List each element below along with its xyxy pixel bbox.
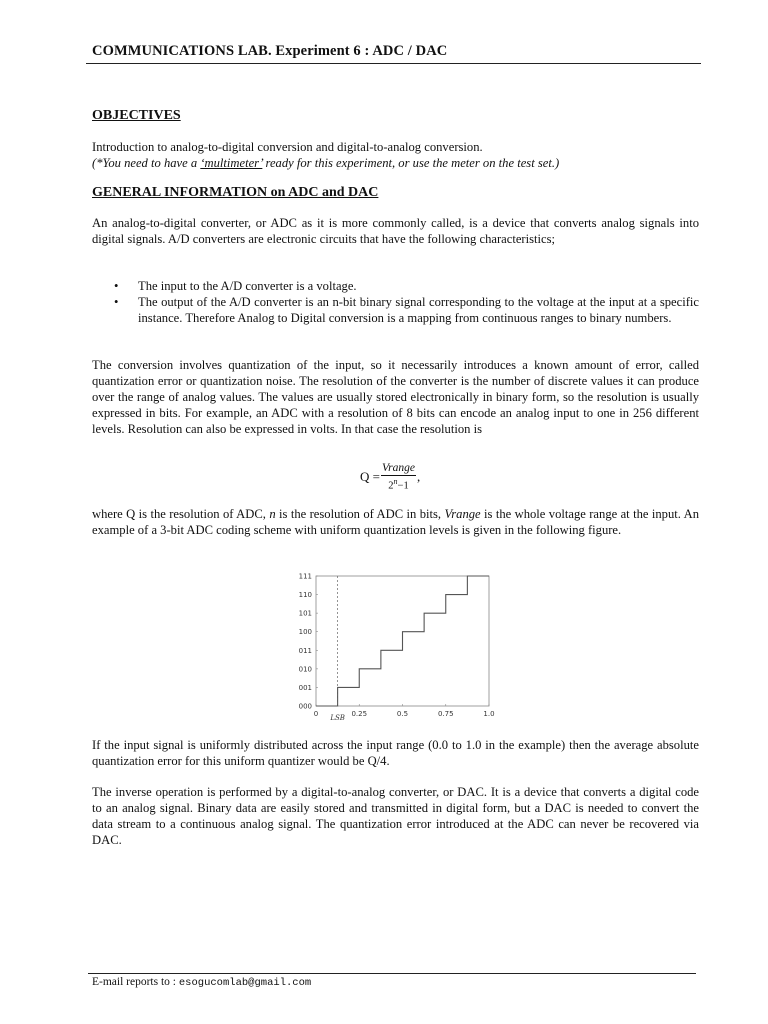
y-tick-label: 111 xyxy=(298,572,312,581)
para3-part-b: is the resolution of ADC in bits, xyxy=(275,507,445,521)
objectives-note xyxy=(92,155,699,171)
header-divider xyxy=(86,63,701,64)
para3-part-c: is the whole voltage range at the input. An example of a 3-bit ADC coding scheme with uniform quantization levels is given in the following figure. xyxy=(92,507,699,537)
x-tick-label: 0.25 xyxy=(351,710,368,718)
x-tick-label: 1.0 xyxy=(483,710,495,718)
x-tick-label: 0.5 xyxy=(396,710,409,718)
formula-denominator-base: 2 xyxy=(388,480,394,492)
formula-denominator-exp: n xyxy=(393,477,398,486)
y-tick-label: 100 xyxy=(298,628,312,637)
formula-trail: , xyxy=(417,469,421,485)
para3-vrange: Vrange xyxy=(444,507,481,521)
para3-part-a: where Q is the resolution of ADC, xyxy=(92,507,270,521)
quantization-staircase xyxy=(316,576,489,706)
note-underlined: ‘multimeter’ xyxy=(200,156,263,170)
y-tick-label: 001 xyxy=(298,683,312,692)
x-tick-label-lsb: LSB xyxy=(330,714,345,722)
note-suffix: ready for this experiment, or use the meter on the test set.) xyxy=(262,156,560,170)
footer-email: esogucomlab@gmail.com xyxy=(178,977,312,989)
list-item: • The input to the A/D converter is a voltage. xyxy=(92,278,699,294)
general-heading: GENERAL INFORMATION on ADC and DAC xyxy=(92,185,379,200)
general-para-3 xyxy=(92,506,699,538)
general-para-5: The inverse operation is performed by a digital-to-analog converter, or DAC. It is a device that converts a digital code to an analog signal. Binary data are easily stored and transmitted in digital form, but a DAC is needed to convert the data stream to a continuous analog signal. The quantization error introduced at the ADC can never be recovered via DAC. xyxy=(92,785,699,847)
y-tick-label: 101 xyxy=(298,609,312,618)
adc-quantization-chart xyxy=(285,566,495,724)
x-tick-label: 0.75 xyxy=(437,710,454,718)
y-tick-label: 110 xyxy=(298,591,312,600)
formula-denominator xyxy=(388,476,408,493)
y-tick-label: 000 xyxy=(298,702,312,711)
y-tick-label: 011 xyxy=(298,646,312,655)
general-para-1: An analog-to-digital converter, or ADC as it is more commonly called, is a device that converts analog signals into digital signals. A/D converters are electronic circuits that have the following characteristics; xyxy=(92,216,699,246)
page-header-title: COMMUNICATIONS LAB. Experiment 6 : ADC / DAC xyxy=(92,43,448,59)
resolution-formula xyxy=(360,462,420,493)
footer-divider xyxy=(88,973,696,974)
formula-fraction xyxy=(381,462,416,493)
para3-n: n xyxy=(269,507,276,521)
objectives-heading: OBJECTIVES xyxy=(92,108,181,123)
formula-lhs: Q = xyxy=(360,469,380,485)
x-tick-label: 0 xyxy=(313,710,319,718)
general-para-2: The conversion involves quantization of the input, so it necessarily introduces a known amount of error, called quantization error or quantization noise. The resolution of the converter is the number of discrete values it can produce over the range of analog values. The values are usually stored electronically in binary form, so the resolution is usually expressed in bits. For example, an ADC with a resolution of 8 bits can encode an analog input to one in 256 different levels. Resolution can also be expressed in volts. In that case the resolution is xyxy=(92,358,699,436)
list-item: • The output of the A/D converter is an n-bit binary signal corresponding to the voltage at the input at a specific instance. Therefore Analog to Digital conversion is a mapping from continuous ranges to binary numbers. xyxy=(92,294,699,326)
formula-denominator-tail: −1 xyxy=(397,480,409,492)
characteristics-list xyxy=(92,278,699,326)
objectives-intro: Introduction to analog-to-digital conversion and digital-to-analog conversion. xyxy=(92,140,483,154)
note-prefix: (*You need to have a xyxy=(92,156,201,170)
formula-numerator: Vrange xyxy=(381,462,415,474)
general-para-4: If the input signal is uniformly distributed across the input range (0.0 to 1.0 in the example) then the average absolute quantization error for this uniform quantizer would be Q/4. xyxy=(92,738,699,768)
footer-label: E-mail reports to : xyxy=(92,976,179,988)
y-tick-label: 010 xyxy=(298,665,312,674)
footer xyxy=(92,976,311,989)
